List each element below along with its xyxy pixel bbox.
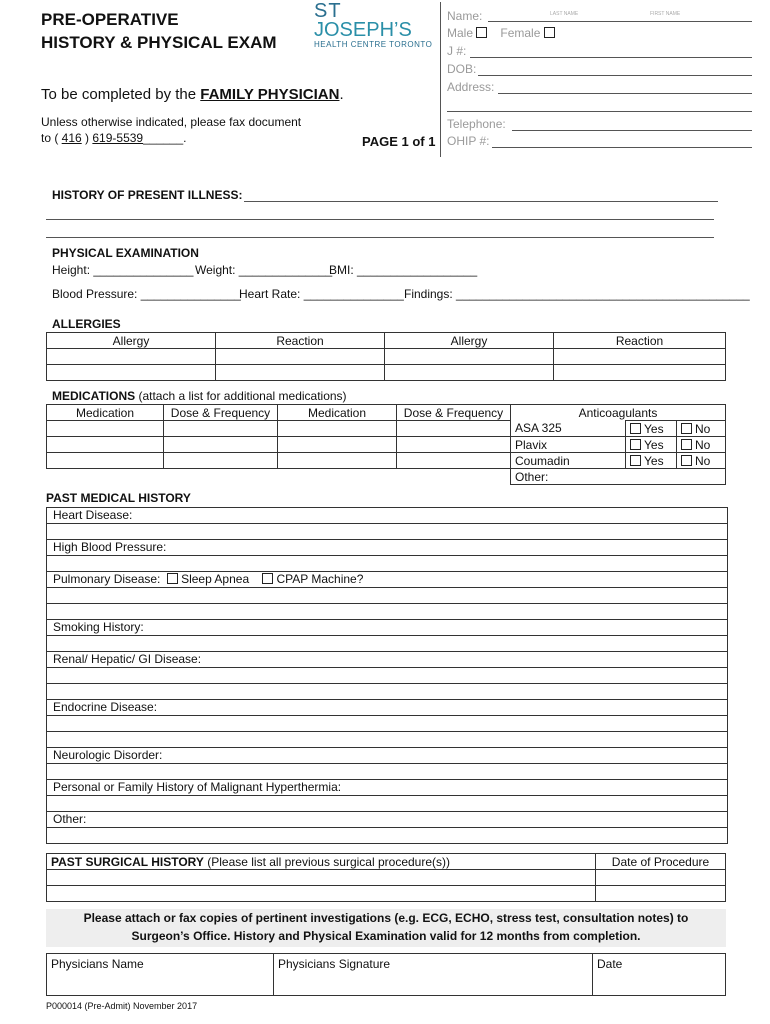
bmi-field[interactable]: BMI: __________________ xyxy=(329,263,478,277)
blank-row[interactable] xyxy=(47,828,727,843)
pmh-heading: PAST MEDICAL HISTORY xyxy=(46,491,191,505)
yes-checkbox[interactable] xyxy=(630,423,641,434)
table-row xyxy=(47,437,726,453)
physician-signature-field[interactable]: Physicians Signature xyxy=(274,954,593,996)
medication-col-header: Medication xyxy=(278,405,397,421)
dose-col-header: Dose & Frequency xyxy=(397,405,511,421)
table-row xyxy=(47,453,726,469)
anticoag-drug: ASA 325 xyxy=(511,421,626,437)
blank-row[interactable] xyxy=(47,604,727,620)
signature-date-field[interactable]: Date xyxy=(593,954,726,996)
allergy-col-header: Allergy xyxy=(47,333,216,349)
blank-row[interactable] xyxy=(47,668,727,684)
blank-row[interactable] xyxy=(47,636,727,652)
fax-prefix: to ( xyxy=(41,131,62,145)
yes-checkbox[interactable] xyxy=(630,455,641,466)
no-label: No xyxy=(695,421,711,436)
no-checkbox[interactable] xyxy=(681,423,692,434)
fax-line2: to ( 416 ) 619-5539______. xyxy=(41,131,187,145)
psh-title: PAST SURGICAL HISTORY xyxy=(51,854,204,869)
patient-name-field[interactable] xyxy=(488,21,752,22)
instruction-suffix: . xyxy=(339,86,344,103)
logo xyxy=(314,2,432,49)
dob-label: DOB: xyxy=(447,62,477,76)
medications-table xyxy=(46,404,726,485)
male-checkbox[interactable] xyxy=(476,27,487,38)
reaction-col-header: Reaction xyxy=(216,333,385,349)
anticoag-drug: Coumadin xyxy=(511,453,626,469)
no-checkbox[interactable] xyxy=(681,439,692,450)
height-field[interactable]: Height: _______________ xyxy=(52,263,194,277)
psh-table xyxy=(46,853,726,902)
notice-bar xyxy=(46,909,726,947)
instruction-prefix: To be completed by the xyxy=(41,86,201,103)
anticoag-other[interactable]: Other: xyxy=(511,469,726,485)
yes-label: Yes xyxy=(644,437,664,452)
blank-row[interactable] xyxy=(47,796,727,812)
reaction-col-header: Reaction xyxy=(554,333,726,349)
psh-note: (Please list all previous surgical procedure(s)) xyxy=(203,854,450,869)
allergies-table xyxy=(46,332,726,381)
table-row xyxy=(47,365,726,381)
anticoag-drug: Plavix xyxy=(511,437,626,453)
sleep-apnea-label: Sleep Apnea xyxy=(181,572,250,586)
notice-line2: Surgeon’s Office. History and Physical Examination valid for 12 months from completion. xyxy=(131,929,641,943)
instruction-emphasis: FAMILY PHYSICIAN xyxy=(200,86,340,103)
ohip-field[interactable] xyxy=(492,147,752,148)
cpap-label: CPAP Machine? xyxy=(276,572,364,586)
blank-row[interactable] xyxy=(47,588,727,604)
sleep-apnea-checkbox[interactable] xyxy=(167,573,178,584)
medication-col-header: Medication xyxy=(47,405,164,421)
no-label: No xyxy=(695,453,711,468)
anticoagulants-header: Anticoagulants xyxy=(511,405,726,421)
medications-heading xyxy=(52,389,347,403)
yes-label: Yes xyxy=(644,421,664,436)
form-code: P000014 (Pre-Admit) November 2017 xyxy=(46,1001,198,1011)
male-label: Male xyxy=(447,26,474,40)
pmh-table xyxy=(46,507,728,844)
no-checkbox[interactable] xyxy=(681,455,692,466)
instruction xyxy=(41,86,344,103)
renal-row[interactable]: Renal/ Hepatic/ GI Disease: xyxy=(47,652,727,668)
allergies-heading: ALLERGIES xyxy=(52,317,121,331)
pulmonary-label: Pulmonary Disease: xyxy=(53,572,161,586)
weight-field[interactable]: Weight: ______________ xyxy=(195,263,333,277)
sex-options xyxy=(447,26,558,40)
female-checkbox[interactable] xyxy=(544,27,555,38)
table-row xyxy=(47,870,726,886)
blank-row[interactable] xyxy=(47,716,727,732)
medications-note: (attach a list for additional medications) xyxy=(135,389,347,403)
pulmonary-row[interactable] xyxy=(47,572,727,588)
j-number-field[interactable] xyxy=(470,57,752,58)
form-title-line2: HISTORY & PHYSICAL EXAM xyxy=(41,33,277,52)
table-row xyxy=(47,421,726,437)
form-title-line1: PRE-OPERATIVE xyxy=(41,10,179,29)
endocrine-row[interactable]: Endocrine Disease: xyxy=(47,700,727,716)
divider xyxy=(440,2,441,157)
neurologic-row[interactable]: Neurologic Disorder: xyxy=(47,748,727,764)
address-field-2[interactable] xyxy=(447,111,752,112)
ohip-label: OHIP #: xyxy=(447,134,490,148)
hpi-field-2[interactable] xyxy=(46,219,714,220)
telephone-label: Telephone: xyxy=(447,117,506,131)
last-name-hint: LAST NAME xyxy=(550,11,579,17)
smoking-row[interactable]: Smoking History: xyxy=(47,620,727,636)
heart-rate-field[interactable]: Heart Rate: _______________ xyxy=(239,287,404,301)
other-row[interactable]: Other: xyxy=(47,812,727,828)
blank-row[interactable] xyxy=(47,556,727,572)
bp-field[interactable]: Blood Pressure: _______________ xyxy=(52,287,241,301)
j-number-label: J #: xyxy=(447,44,467,58)
patient-name-label: Name: xyxy=(447,9,483,23)
fax-line1: Unless otherwise indicated, please fax document xyxy=(41,115,302,129)
blank-row[interactable] xyxy=(47,764,727,780)
hpi-label: HISTORY OF PRESENT ILLNESS: xyxy=(52,188,243,202)
address-label: Address: xyxy=(447,80,495,94)
blank-row[interactable] xyxy=(47,684,727,700)
hbp-row[interactable]: High Blood Pressure: xyxy=(47,540,727,556)
address-field[interactable] xyxy=(498,93,752,94)
female-label: Female xyxy=(500,26,541,40)
hpi-field-3[interactable] xyxy=(46,237,714,238)
no-label: No xyxy=(695,437,711,452)
signature-table xyxy=(46,953,726,996)
blank-row[interactable] xyxy=(47,732,727,748)
cpap-checkbox[interactable] xyxy=(262,573,273,584)
dose-col-header: Dose & Frequency xyxy=(164,405,278,421)
psh-heading xyxy=(47,854,596,870)
findings-field[interactable]: Findings: ____________________________________________ xyxy=(404,287,750,301)
table-row xyxy=(47,349,726,365)
table-row xyxy=(47,469,726,485)
fax-number: 619-5539 xyxy=(92,131,144,145)
notice-line1: Please attach or fax copies of pertinent investigations (e.g. ECG, ECHO, stress test, consultation notes) to xyxy=(83,911,689,925)
physical-heading: PHYSICAL EXAMINATION xyxy=(52,246,199,260)
date-of-procedure-header: Date of Procedure xyxy=(596,854,726,870)
first-name-hint: FIRST NAME xyxy=(650,11,681,17)
fax-area-code: 416 xyxy=(61,131,82,145)
logo-subtitle: HEALTH CENTRE TORONTO xyxy=(314,40,433,49)
hyperthermia-row[interactable]: Personal or Family History of Malignant Hyperthermia: xyxy=(47,780,727,796)
logo-line2: JOSEPH’S xyxy=(314,19,412,41)
yes-checkbox[interactable] xyxy=(630,439,641,450)
heart-disease-row[interactable]: Heart Disease: xyxy=(47,508,727,524)
logo-line1: ST xyxy=(314,0,342,22)
table-row xyxy=(47,886,726,902)
dob-field[interactable] xyxy=(478,75,752,76)
page-indicator: PAGE 1 of 1 xyxy=(362,134,436,149)
hpi-field-1[interactable] xyxy=(244,201,718,202)
blank-row[interactable] xyxy=(47,524,727,540)
yes-label: Yes xyxy=(644,453,664,468)
telephone-field[interactable] xyxy=(512,130,752,131)
allergy-col-header: Allergy xyxy=(385,333,554,349)
physician-name-field[interactable]: Physicians Name xyxy=(47,954,274,996)
medications-title: MEDICATIONS xyxy=(52,389,136,403)
